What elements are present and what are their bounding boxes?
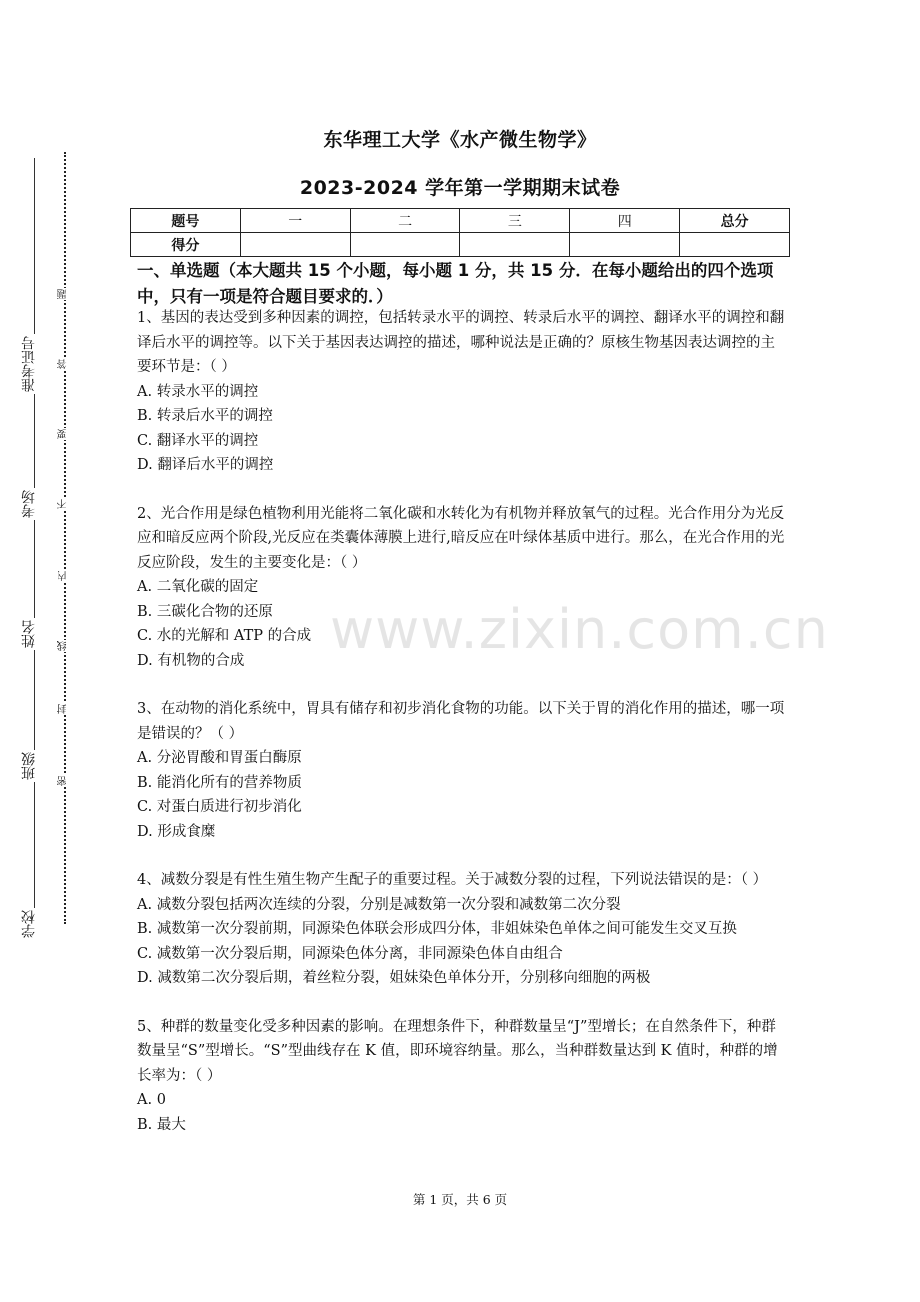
seal-char: 线 (58, 641, 69, 651)
binding-fill-line (34, 158, 35, 940)
option-d: D. 有机物的合成 (137, 652, 245, 669)
option-c: C. 翻译水平的调控 (137, 432, 259, 449)
option-d: D. 形成食糜 (137, 823, 216, 840)
option-d: D. 减数第二次分裂后期，着丝粒分裂，姐妹染色单体分开，分别移向细胞的两极 (137, 970, 651, 986)
seal-char: 不 (58, 499, 69, 509)
seal-char: 题 (58, 289, 69, 299)
option-c: C. 减数第一次分裂后期，同源染色体分离，非同源染色体自由组合 (137, 945, 563, 962)
score-cell: 三 (460, 209, 570, 233)
option-b: B. 转录后水平的调控 (137, 408, 273, 424)
class-label: 班级 (21, 752, 37, 780)
name-label: 姓名 (21, 620, 37, 648)
score-entry-cell (350, 233, 460, 257)
exam-title: 东华理工大学《水产微生物学》 (323, 129, 597, 151)
option-b: B. 减数第一次分裂前期，同源染色体联会形成四分体，非姐妹染色单体之间可能发生交叉互换 (137, 921, 737, 937)
score-cell: 总分 (680, 209, 790, 233)
question-stem: 3、在动物的消化系统中，胃具有储存和初步消化食物的功能。以下关于胃的消化作用的描述，哪一项是错误的？（ ） (137, 701, 785, 742)
exam-room-label: 考场 (21, 490, 37, 518)
question-stem: 2、光合作用是绿色植物利用光能将二氧化碳和水转化为有机物并释放氧气的过程。光合作用分为光反应和暗反应两个阶段,光反应在类囊体薄膜上进行,暗反应在叶绿体基质中进行。那么，在光合作用的光反应阶段，发生的主要变化是：（ ） (137, 505, 785, 571)
option-a: A. 分泌胃酸和胃蛋白酶原 (137, 750, 302, 766)
option-b: B. 能消化所有的营养物质 (137, 774, 302, 791)
exam-id-label: 准考证号 (21, 336, 37, 392)
seal-char: 答 (58, 359, 69, 369)
school-label: 学校 (21, 910, 37, 938)
question-1 (137, 306, 787, 478)
score-table-score-row (131, 233, 790, 257)
option-c: C. 对蛋白质进行初步消化 (137, 799, 302, 815)
seal-char: 内 (58, 571, 69, 581)
score-row-label: 得分 (131, 233, 241, 257)
seal-char: 要 (58, 429, 69, 439)
question-stem: 1、基因的表达受到多种因素的调控，包括转录水平的调控、转录后水平的调控、翻译水平的调控和翻译后水平的调控等。以下关于基因表达调控的描述，哪种说法是正确的？原核生物基因表达调控的主要环节是：（ ） (137, 310, 785, 375)
option-a: A. 二氧化碳的固定 (137, 579, 259, 595)
score-cell: 题号 (131, 209, 241, 233)
score-cell: 一 (240, 209, 350, 233)
score-table-header-row (131, 209, 790, 233)
seal-dotted-line (64, 152, 66, 924)
option-b: B. 三碳化合物的还原 (137, 603, 273, 620)
seal-char: 封 (58, 704, 69, 714)
score-entry-cell (240, 233, 350, 257)
watermark: www.zixin.com.cn (330, 598, 829, 661)
score-entry-cell (680, 233, 790, 257)
question-stem: 4、减数分裂是有性生殖生物产生配子的重要过程。关于减数分裂的过程，下列说法错误的是：（ ） (137, 872, 768, 888)
question-stem: 5、种群的数量变化受多种因素的影响。在理想条件下，种群数量呈“J”型增长；在自然条件下，种群数量呈“S”型增长。“S”型曲线存在 K 值，即环境容纳量。那么，当种群数量达到 K 值时，种群的增长率为：（ ） (137, 1018, 778, 1084)
question-3 (137, 697, 787, 844)
question-5 (137, 1015, 787, 1138)
question-list (137, 306, 787, 1161)
score-cell: 二 (350, 209, 460, 233)
score-entry-cell (570, 233, 680, 257)
exam-subtitle: 2023-2024 学年第一学期期末试卷 (299, 177, 621, 199)
page-footer: 第 1 页，共 6 页 (412, 1192, 508, 1207)
question-4 (137, 868, 787, 991)
score-entry-cell (460, 233, 570, 257)
seal-char: 密 (58, 776, 69, 786)
option-b: B. 最大 (137, 1116, 186, 1133)
option-a: A. 0 (137, 1092, 166, 1108)
score-table (130, 208, 790, 257)
option-a: A. 转录水平的调控 (137, 383, 259, 400)
option-c: C. 水的光解和 ATP 的合成 (137, 628, 312, 644)
section-heading: 一、单选题（本大题共 15 个小题，每小题 1 分，共 15 分．在每小题给出的四个选项中，只有一项是符合题目要求的．） (137, 261, 774, 306)
option-d: D. 翻译后水平的调控 (137, 457, 274, 473)
score-cell: 四 (570, 209, 680, 233)
option-a: A. 减数分裂包括两次连续的分裂，分别是减数第一次分裂和减数第二次分裂 (137, 896, 621, 913)
